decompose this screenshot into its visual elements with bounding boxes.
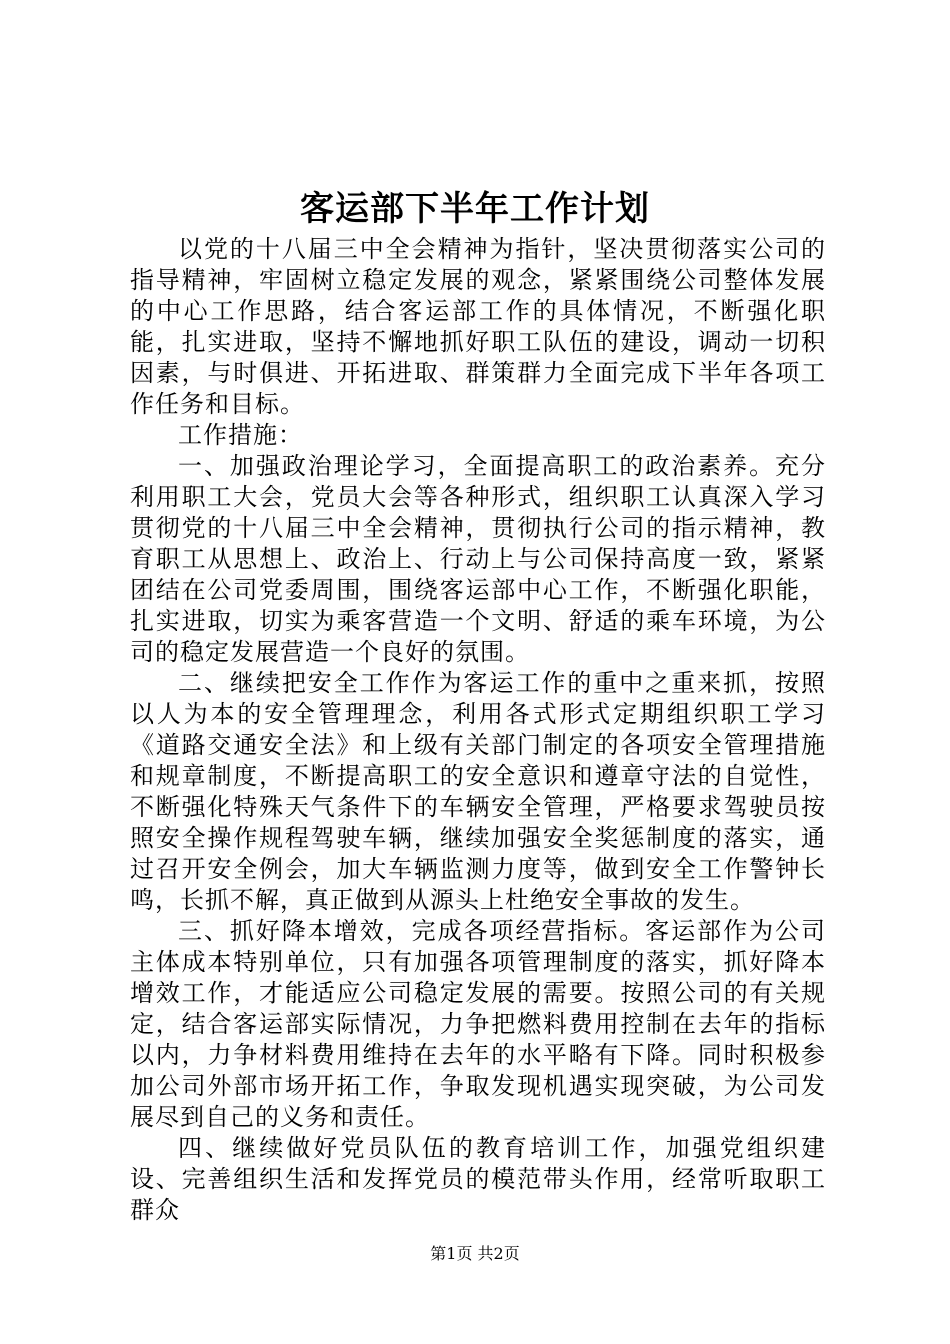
paragraph-measures-heading: 工作措施： [178,421,303,449]
paragraph-measure-2: 二、继续把安全工作作为客运工作的重中之重来抓，按照以人为本的安全管理理念，利用各式形式定期组织职工学习《道路交通安全法》和上级有关部门制定的各项安全管理措施和规章制度，不断提高职工的安全意识和遵章守法的自觉性，不断强化特殊天气条件下的车辆安全管理，严格要求驾驶员按照安全操作规程驾驶车辆，继续加强安全奖惩制度的落实，通过召开安全例会，加大车辆监测力度等，做到安全工作警钟长鸣，长抓不解，真正做到从源头上杜绝安全事故的发生。 [130,669,826,914]
page-number-footer: 第1页 共2页 [430,1244,520,1263]
document-title: 客运部下半年工作计划 [300,189,650,229]
document-body [130,234,826,1226]
paragraph-measure-4: 四、继续做好党员队伍的教育培训工作，加强党组织建设、完善组织生活和发挥党员的模范带头作用，经常听取职工群众 [130,1134,826,1224]
paragraph-measure-3: 三、抓好降本增效，完成各项经营指标。客运部作为公司主体成本特别单位，只有加强各项管理制度的落实，抓好降本增效工作，才能适应公司稳定发展的需要。按照公司的有关规定，结合客运部实际情况，力争把燃料费用控制在去年的指标以内，力争材料费用维持在去年的水平略有下降。同时积极参加公司外部市场开拓工作，争取发现机遇实现突破，为公司发展尽到自己的义务和责任。 [130,917,826,1131]
paragraph-intro: 以党的十八届三中全会精神为指针，坚决贯彻落实公司的指导精神，牢固树立稳定发展的观念，紧紧围绕公司整体发展的中心工作思路，结合客运部工作的具体情况，不断强化职能，扎实进取，坚持不懈地抓好职工队伍的建设，调动一切积因素，与时俱进、开拓进取、群策群力全面完成下半年各项工作任务和目标。 [130,235,826,418]
paragraph-measure-1: 一、加强政治理论学习，全面提高职工的政治素养。充分利用职工大会，党员大会等各种形式，组织职工认真深入学习贯彻党的十八届三中全会精神，贯彻执行公司的指示精神，教育职工从思想上、政治上、行动上与公司保持高度一致，紧紧团结在公司党委周围，围绕客运部中心工作，不断强化职能，扎实进取，切实为乘客营造一个文明、舒适的乘车环境，为公司的稳定发展营造一个良好的氛围。 [130,452,826,666]
